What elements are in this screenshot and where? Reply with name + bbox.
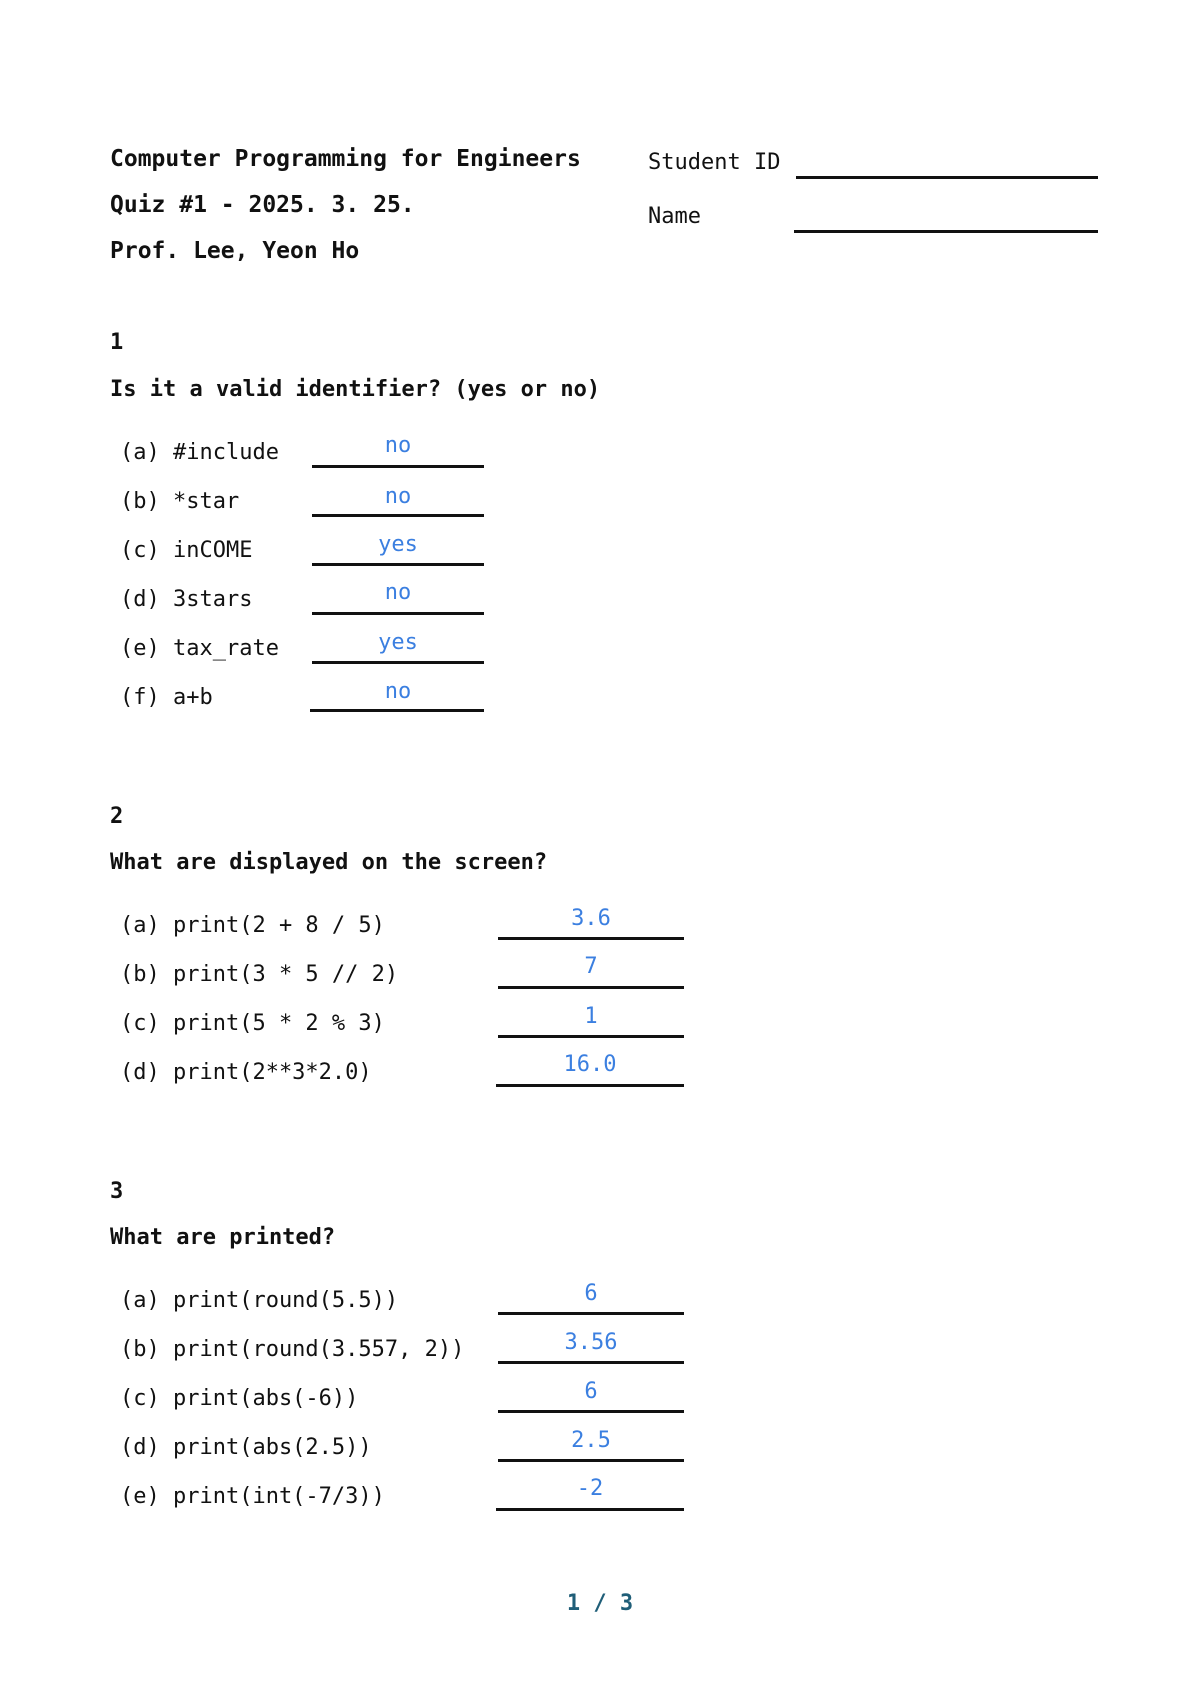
q3-item-label: (d) print(abs(2.5)) bbox=[120, 1435, 372, 1460]
q2-item-label: (b) print(3 * 5 // 2) bbox=[120, 962, 399, 987]
q2-item-label: (d) print(2**3*2.0) bbox=[120, 1060, 372, 1085]
q3-item-label: (c) print(abs(-6)) bbox=[120, 1386, 359, 1411]
quiz-title: Quiz #1 - 2025. 3. 25. bbox=[110, 192, 415, 218]
q1-item-answer: no bbox=[384, 484, 412, 509]
q3-item-label: (b) print(round(3.557, 2)) bbox=[120, 1337, 465, 1362]
professor-name: Prof. Lee, Yeon Ho bbox=[110, 238, 360, 264]
page-number: 1 / 3 bbox=[566, 1591, 634, 1616]
name-label: Name bbox=[648, 204, 701, 229]
student-id-label: Student ID bbox=[648, 150, 781, 175]
q1-answer-line bbox=[310, 709, 484, 712]
q2-item-answer: 1 bbox=[584, 1004, 598, 1029]
q1-item-answer: no bbox=[384, 580, 412, 605]
q2-item-answer: 7 bbox=[584, 954, 598, 979]
q1-item-answer: no bbox=[384, 679, 412, 704]
q1-item-answer: yes bbox=[378, 630, 418, 655]
q3-item-answer: 6 bbox=[584, 1379, 598, 1404]
q3-answer-line bbox=[498, 1361, 684, 1364]
q1-answer-line bbox=[312, 563, 484, 566]
q2-answer-line bbox=[498, 937, 684, 940]
q3-answer-line bbox=[496, 1508, 684, 1511]
student-id-line bbox=[796, 176, 1098, 179]
q2-item-label: (c) print(5 * 2 % 3) bbox=[120, 1011, 385, 1036]
q1-item-label: (e) tax_rate bbox=[120, 636, 279, 661]
q1-item-label: (d) 3stars bbox=[120, 587, 253, 612]
q3-item-label: (a) print(round(5.5)) bbox=[120, 1288, 399, 1313]
q2-item-answer: 3.6 bbox=[571, 906, 611, 931]
q2-item-answer: 16.0 bbox=[563, 1052, 617, 1077]
q3-item-label: (e) print(int(-7/3)) bbox=[120, 1484, 385, 1509]
q1-item-label: (f) a+b bbox=[120, 685, 213, 710]
q1-answer-line bbox=[312, 514, 484, 517]
question-2-text: What are displayed on the screen? bbox=[110, 850, 548, 875]
q2-answer-line bbox=[498, 1035, 684, 1038]
q3-item-answer: 2.5 bbox=[571, 1428, 611, 1453]
course-title: Computer Programming for Engineers bbox=[110, 146, 581, 172]
q2-item-label: (a) print(2 + 8 / 5) bbox=[120, 913, 385, 938]
q3-item-answer: 6 bbox=[584, 1281, 598, 1306]
q3-answer-line bbox=[498, 1410, 684, 1413]
q1-item-label: (b) *star bbox=[120, 489, 240, 514]
q1-answer-line bbox=[312, 612, 484, 615]
question-1-text: Is it a valid identifier? (yes or no) bbox=[110, 377, 601, 402]
q1-item-label: (a) #include bbox=[120, 440, 279, 465]
question-3-number: 3 bbox=[110, 1179, 124, 1204]
q3-answer-line bbox=[498, 1459, 684, 1462]
question-2-number: 2 bbox=[110, 804, 124, 829]
q3-answer-line bbox=[498, 1312, 684, 1315]
q1-answer-line bbox=[312, 661, 484, 664]
q3-item-answer: 3.56 bbox=[564, 1330, 618, 1355]
q2-answer-line bbox=[496, 1084, 684, 1087]
question-1-number: 1 bbox=[110, 330, 124, 355]
name-line bbox=[794, 230, 1098, 233]
q3-item-answer: -2 bbox=[576, 1476, 604, 1501]
q1-item-label: (c) inCOME bbox=[120, 538, 253, 563]
q1-answer-line bbox=[312, 465, 484, 468]
question-3-text: What are printed? bbox=[110, 1225, 336, 1250]
q1-item-answer: yes bbox=[378, 532, 418, 557]
q1-item-answer: no bbox=[384, 433, 412, 458]
q2-answer-line bbox=[498, 986, 684, 989]
